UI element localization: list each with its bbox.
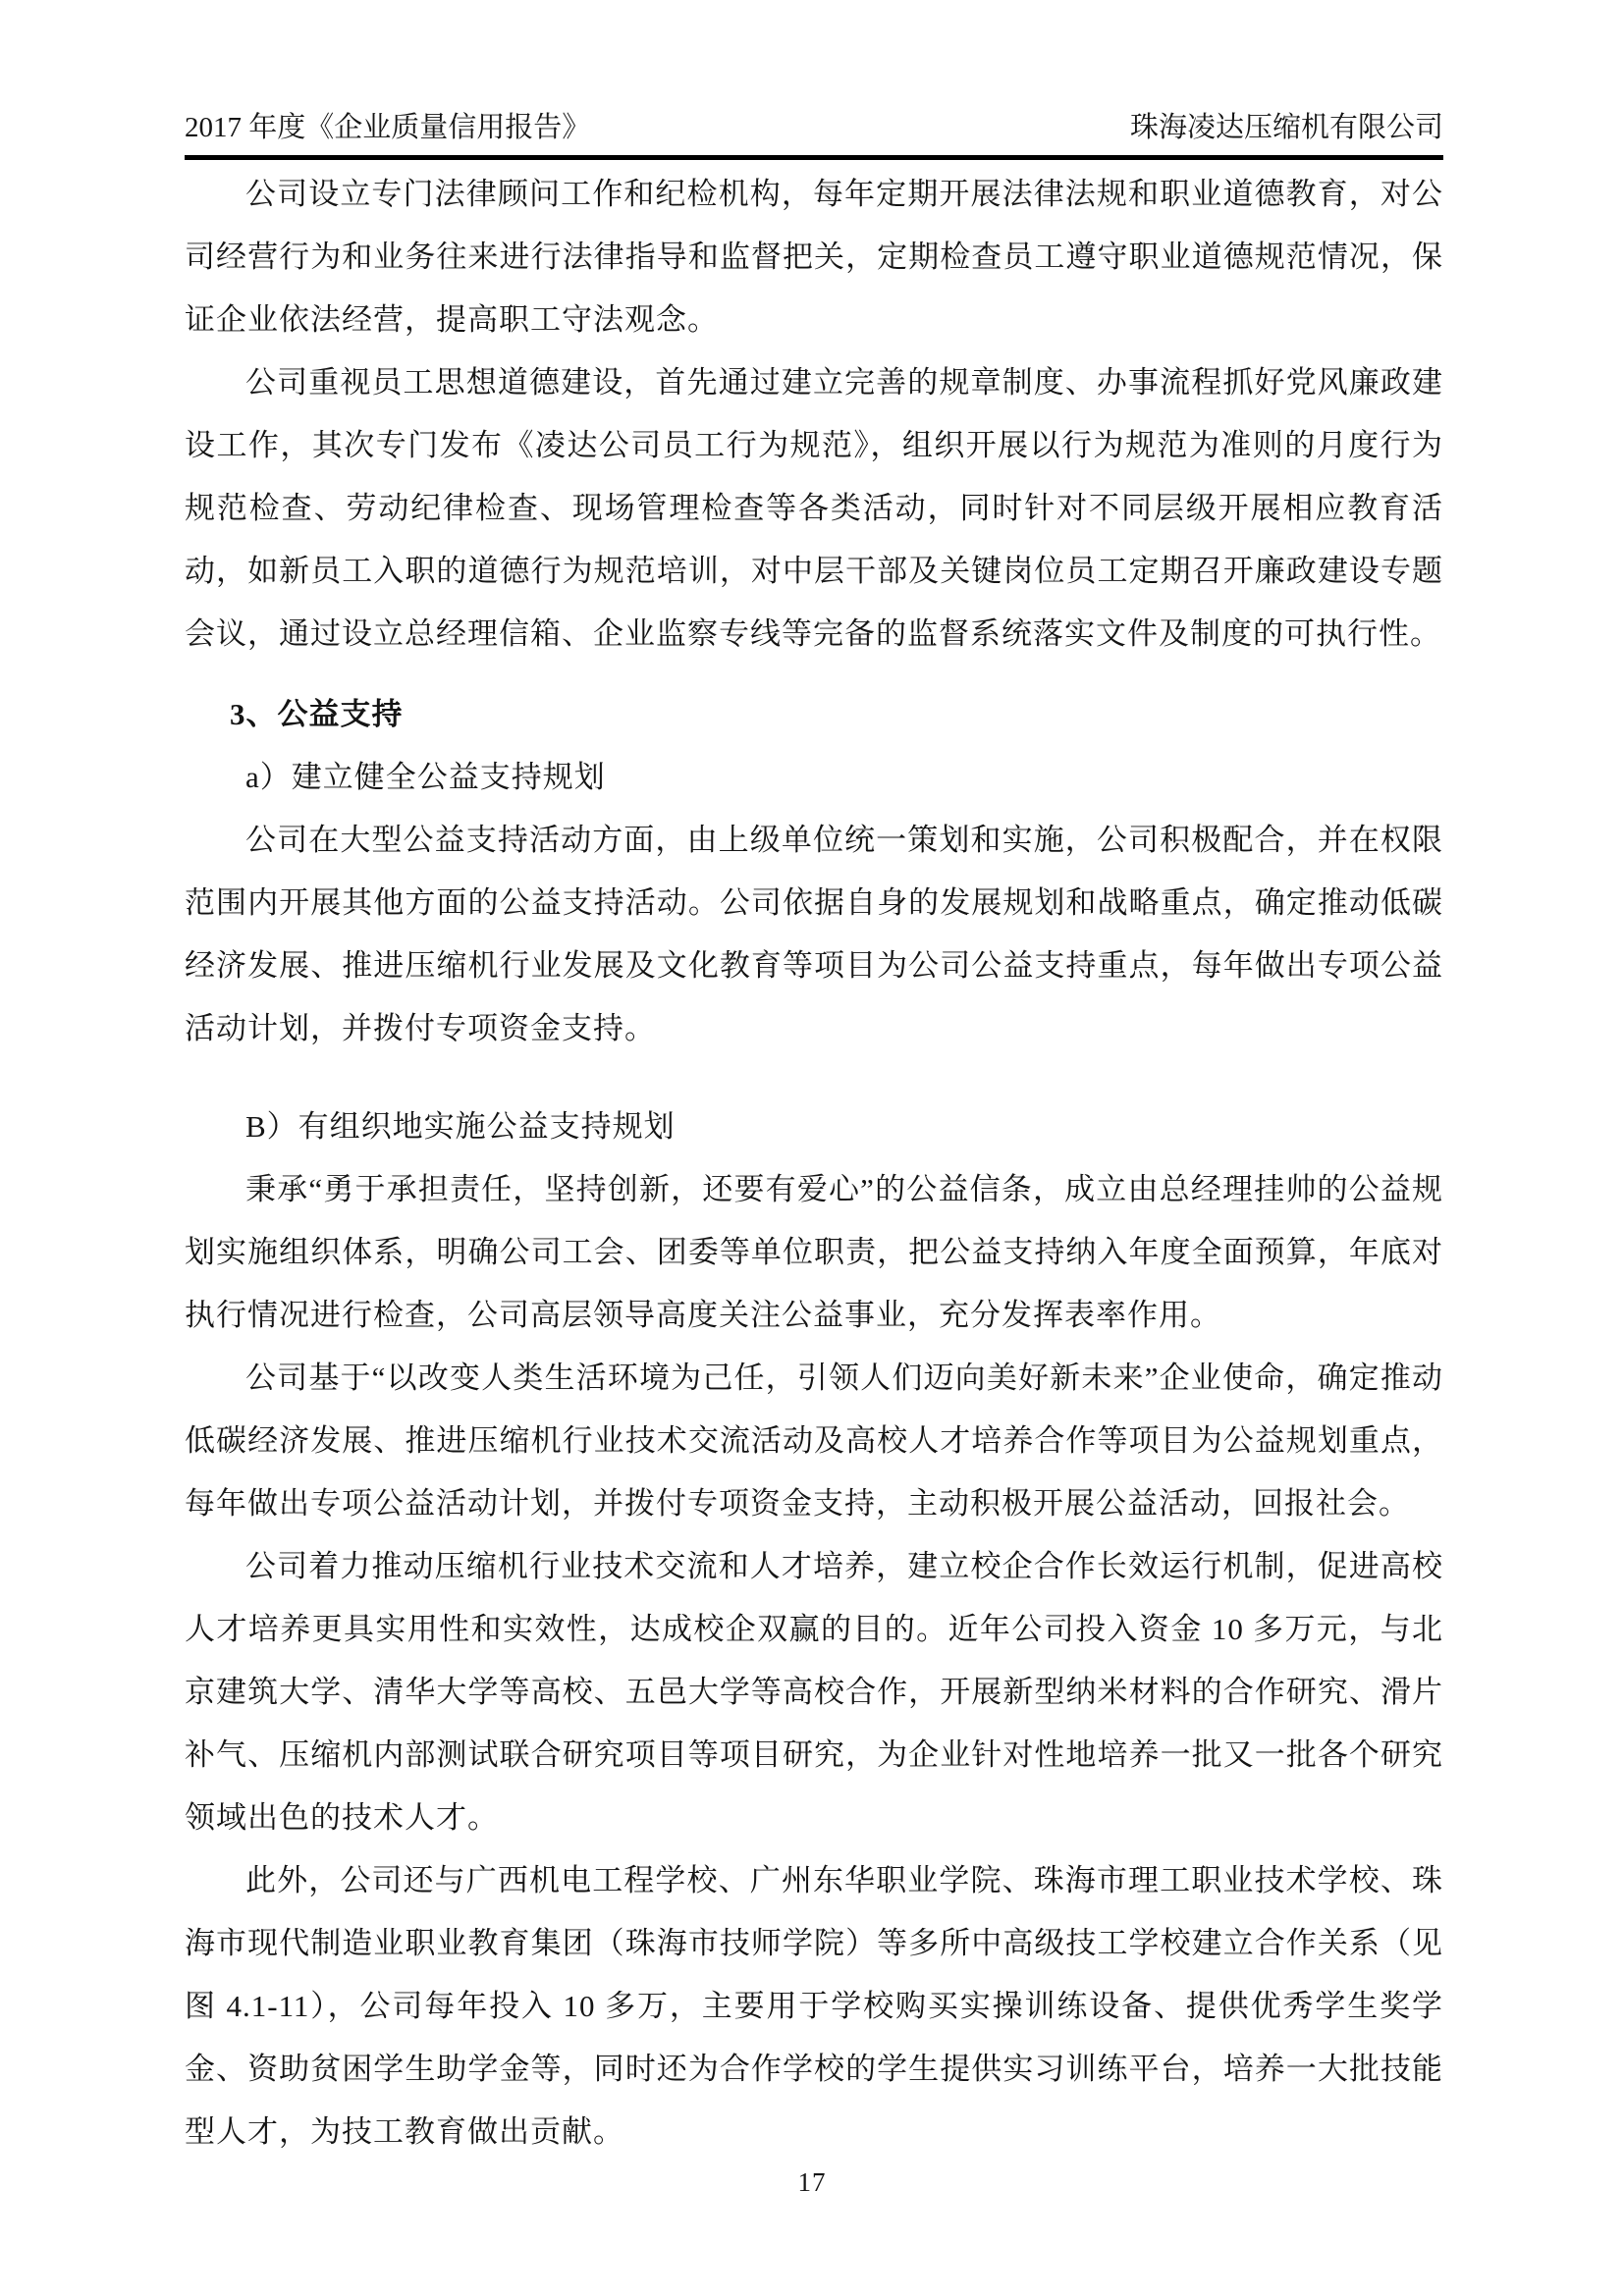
- body-paragraph: 公司基于“以改变人类生活环境为己任，引领人们迈向美好新未来”企业使命，确定推动低碳经济发展、推进压缩机行业技术交流活动及高校人才培养合作等项目为公益规划重点，每年做出专项公益活动计划，并拨付专项资金支持，主动积极开展公益活动，回报社会。: [185, 1361, 1443, 1521]
- header-report-title: 2017 年度《企业质量信用报告》: [185, 112, 591, 143]
- header-company-name: 珠海凌达压缩机有限公司: [1129, 112, 1443, 143]
- sub-heading: B）有组织地实施公益支持规划: [245, 1109, 676, 1144]
- body-paragraph: 秉承“勇于承担责任，坚持创新，还要有爱心”的公益信条，成立由总经理挂帅的公益规划实施组织体系，明确公司工会、团委等单位职责，把公益支持纳入年度全面预算，年底对执行情况进行检查，公司高层领导高度关注公益事业，充分发挥表率作用。: [185, 1172, 1443, 1332]
- body-paragraph: 此外，公司还与广西机电工程学校、广州东华职业学院、珠海市理工职业技术学校、珠海市现代制造业职业教育集团（珠海市技师学院）等多所中高级技工学校建立合作关系（见图 4.1-11），公司每年投入 10 多万，主要用于学校购买实操训练设备、提供优秀学生奖学金、资助贫困学生助学金等，同时还为合作学校的学生提供实习训练平台，培养一大批技能型人才，为技工教育做出贡献。: [185, 1863, 1443, 2149]
- section-heading: 3、公益支持: [230, 697, 404, 731]
- body-paragraph: 公司在大型公益支持活动方面，由上级单位统一策划和实施，公司积极配合，并在权限范围内开展其他方面的公益支持活动。公司依据自身的发展规划和战略重点，确定推动低碳经济发展、推进压缩机行业发展及文化教育等项目为公司公益支持重点，每年做出专项公益活动计划，并拨付专项资金支持。: [185, 823, 1443, 1045]
- body-paragraph: 公司设立专门法律顾问工作和纪检机构，每年定期开展法律法规和职业道德教育，对公司经营行为和业务往来进行法律指导和监督把关，定期检查员工遵守职业道德规范情况，保证企业依法经营，提高职工守法观念。: [185, 177, 1443, 337]
- page-number: 17: [797, 2167, 827, 2197]
- sub-heading: a）建立健全公益支持规划: [245, 760, 606, 794]
- body-paragraph: 公司着力推动压缩机行业技术交流和人才培养，建立校企合作长效运行机制，促进高校人才培养更具实用性和实效性，达成校企双赢的目的。近年公司投入资金 10 多万元，与北京建筑大学、清华大学等高校、五邑大学等高校合作，开展新型纳米材料的合作研究、滑片补气、压缩机内部测试联合研究项目等项目研究，为企业针对性地培养一批又一批各个研究领域出色的技术人才。: [185, 1549, 1443, 1835]
- body-paragraph: 公司重视员工思想道德建设，首先通过建立完善的规章制度、办事流程抓好党风廉政建设工作，其次专门发布《凌达公司员工行为规范》，组织开展以行为规范为准则的月度行为规范检查、劳动纪律检查、现场管理检查等各类活动，同时针对不同层级开展相应教育活动，如新员工入职的道德行为规范培训，对中层干部及关键岗位员工定期召开廉政建设专题会议，通过设立总经理信箱、企业监察专线等完备的监督系统落实文件及制度的可执行性。: [185, 365, 1443, 651]
- document-body: [185, 163, 1443, 2163]
- page-header: [185, 110, 1443, 160]
